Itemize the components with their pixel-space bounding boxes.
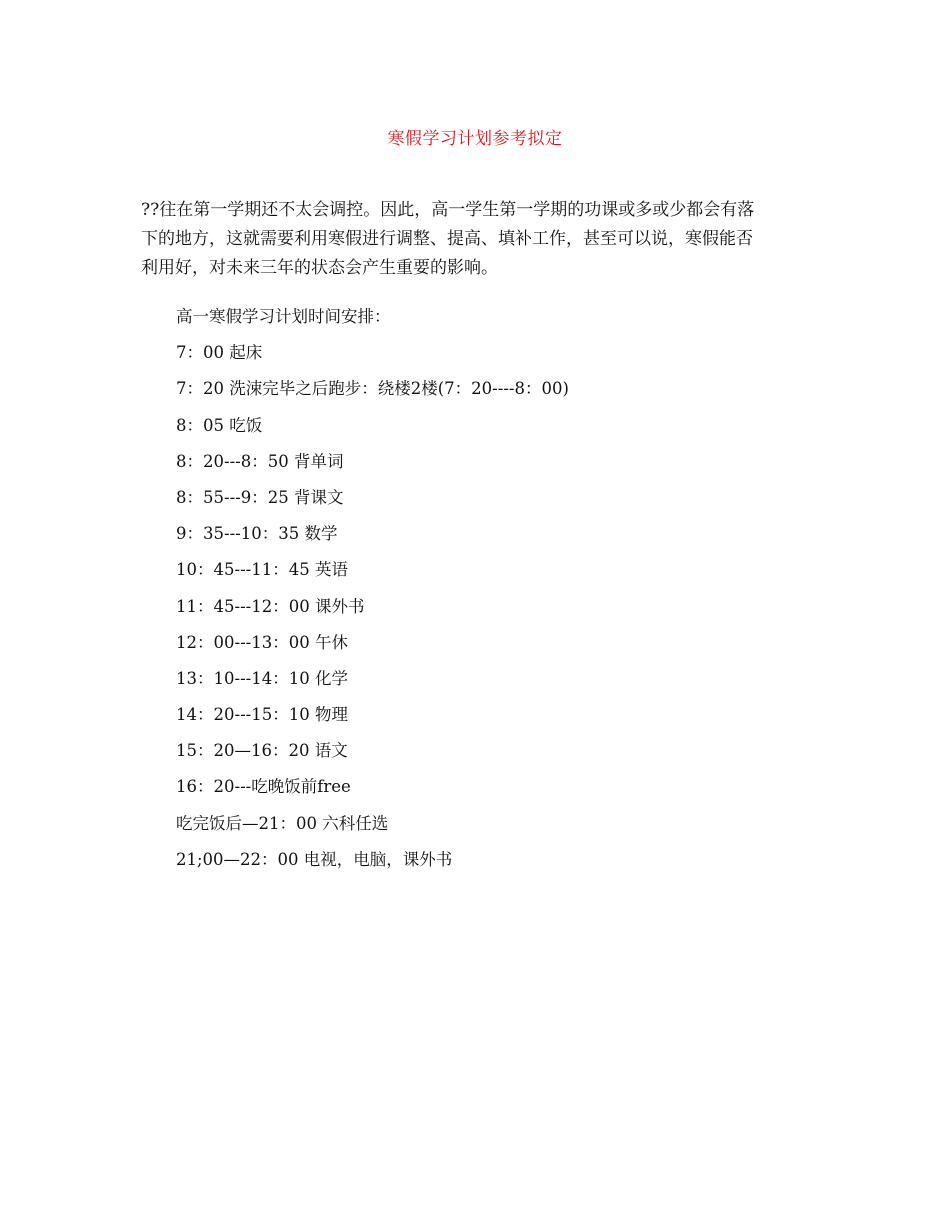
schedule-item: 11：45---12：00 课外书 xyxy=(176,596,365,616)
schedule-item: 13：10---14：10 化学 xyxy=(176,668,348,688)
schedule-heading: 高一寒假学习计划时间安排： xyxy=(176,307,391,326)
schedule-item: 7：00 起床 xyxy=(176,343,263,363)
schedule-item: 吃完饭后—21：00 六科任选 xyxy=(176,813,389,833)
schedule-item: 14：20---15：10 物理 xyxy=(176,705,348,725)
schedule-item: 15：20—16：20 语文 xyxy=(176,741,348,761)
schedule-item: 8：05 吃饭 xyxy=(176,415,263,435)
document-title: 寒假学习计划参考拟定 xyxy=(387,129,563,149)
schedule-item: 8：55---9：25 背课文 xyxy=(176,487,344,507)
intro-paragraph xyxy=(141,196,813,283)
schedule-item: 8：20---8：50 背单词 xyxy=(176,451,344,471)
intro-line: 利用好，对未来三年的状态会产生重要的影响。 xyxy=(141,258,498,278)
intro-line: 下的地方，这就需要利用寒假进行调整、提高、填补工作，甚至可以说，寒假能否 xyxy=(141,229,753,249)
schedule-item: 16：20---吃晚饭前free xyxy=(176,777,351,797)
schedule-item: 9：35---10：35 数学 xyxy=(176,524,338,544)
schedule-item: 12：00---13：00 午休 xyxy=(176,632,348,652)
intro-line: ??往在第一学期还不太会调控。因此，高一学生第一学期的功课或多或少都会有落 xyxy=(141,200,755,220)
schedule-item: 21;00—22：00 电视，电脑，课外书 xyxy=(176,849,453,869)
schedule-item: 10：45---11：45 英语 xyxy=(176,560,348,580)
schedule-item: 7：20 洗涑完毕之后跑步：绕楼2楼(7：20----8：00) xyxy=(176,379,569,399)
schedule-list xyxy=(176,305,796,884)
